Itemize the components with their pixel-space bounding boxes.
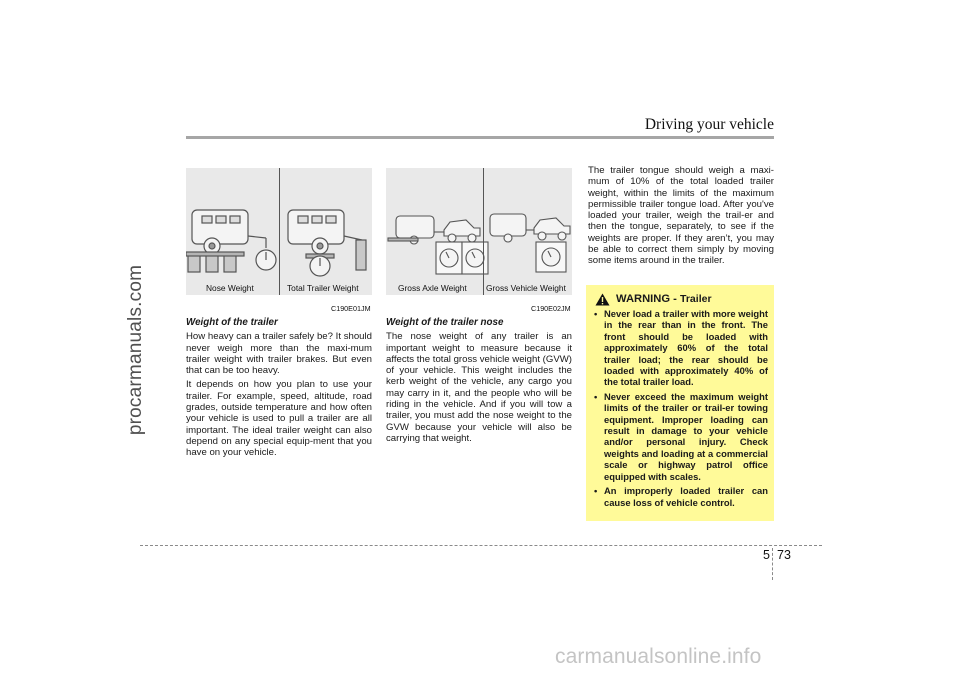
figure-code: C190E02JM xyxy=(531,304,571,313)
warning-item: • Never exceed the maximum weight limits of the trailer or trail-er towing equipment. Improper loading can result in damage to your vehicle and/or personal injury. Check weights and loading at a commercial scale or highway patrol office equipped with scales. xyxy=(594,391,768,482)
body-paragraph: How heavy can a trailer safely be? It should never weigh more than the maxi-mum trailer weight with trailer brakes. But even that can be too heavy. xyxy=(186,331,372,377)
warning-list xyxy=(594,308,768,508)
section-number: 5 xyxy=(763,548,770,562)
figure-divider xyxy=(483,168,484,295)
section-title: Driving your vehicle xyxy=(644,116,774,133)
column-trailer-nose xyxy=(386,317,572,447)
gross-axle-weight-label: Gross Axle Weight xyxy=(398,283,467,293)
figure-divider xyxy=(279,168,280,295)
page-number: 73 xyxy=(777,548,791,562)
footer-rule xyxy=(140,545,822,546)
warning-item: • Never load a trailer with more weight in the rear than in the front. The front should be loaded with approximately 60% of the total trailer load; the rear should be loaded with approximately 40% of the total trailer load. xyxy=(594,308,768,388)
gross-vehicle-weight-label: Gross Vehicle Weight xyxy=(486,283,566,293)
header-rule xyxy=(186,136,774,139)
body-paragraph: It depends on how you plan to use your trailer. For example, speed, altitude, road grades, outside temperature and how often your vehicle is used to pull a trailer are all important. The ideal trailer weight can also depend on any special equip-ment that you have on your vehicle. xyxy=(186,379,372,459)
warning-box xyxy=(586,285,774,521)
section-heading: Weight of the trailer nose xyxy=(386,317,504,328)
body-paragraph: The nose weight of any trailer is an important weight to measure because it affects the total gross vehicle weight (GVW) of your vehicle. This weight includes the kerb weight of the vehicle, any cargo you may carry in it, and the people who will be riding in the vehicle. And if you will tow a trailer, you must add the nose weight to the GVW because your vehicle will also be carrying that weight. xyxy=(386,331,572,444)
nose-weight-label: Nose Weight xyxy=(206,283,254,293)
axle-vehicle-weight-illustration xyxy=(386,168,572,295)
body-paragraph: The trailer tongue should weigh a maxi-mum of 10% of the total loaded trailer weight, within the limits of the maximum permissible trailer tongue load. After you've loaded your trailer, weigh the trail-er and then the tongue, separately, to see if the weights are proper. If they aren’t, you may be able to correct them simply by moving some items around in the trailer. xyxy=(588,165,774,267)
warning-title: WARNING - xyxy=(616,293,677,305)
warning-item: • An improperly loaded trailer can cause loss of vehicle control. xyxy=(594,485,768,508)
figure-axle-vehicle-weight xyxy=(386,168,572,295)
figure-code: C190E01JM xyxy=(331,304,371,313)
column-tongue-weight xyxy=(588,165,774,270)
warning-triangle-icon xyxy=(595,293,610,306)
figure-trailer-weight xyxy=(186,168,372,295)
section-heading: Weight of the trailer xyxy=(186,317,278,328)
bottom-watermark: carmanualsonline.info xyxy=(555,645,762,668)
warning-heading xyxy=(616,293,768,305)
page-number-separator xyxy=(772,548,773,580)
warning-subtitle: Trailer xyxy=(680,293,712,305)
sidebar-watermark: procarmanuals.com xyxy=(125,264,146,436)
column-trailer-weight xyxy=(186,317,372,462)
total-trailer-weight-label: Total Trailer Weight xyxy=(287,283,359,293)
